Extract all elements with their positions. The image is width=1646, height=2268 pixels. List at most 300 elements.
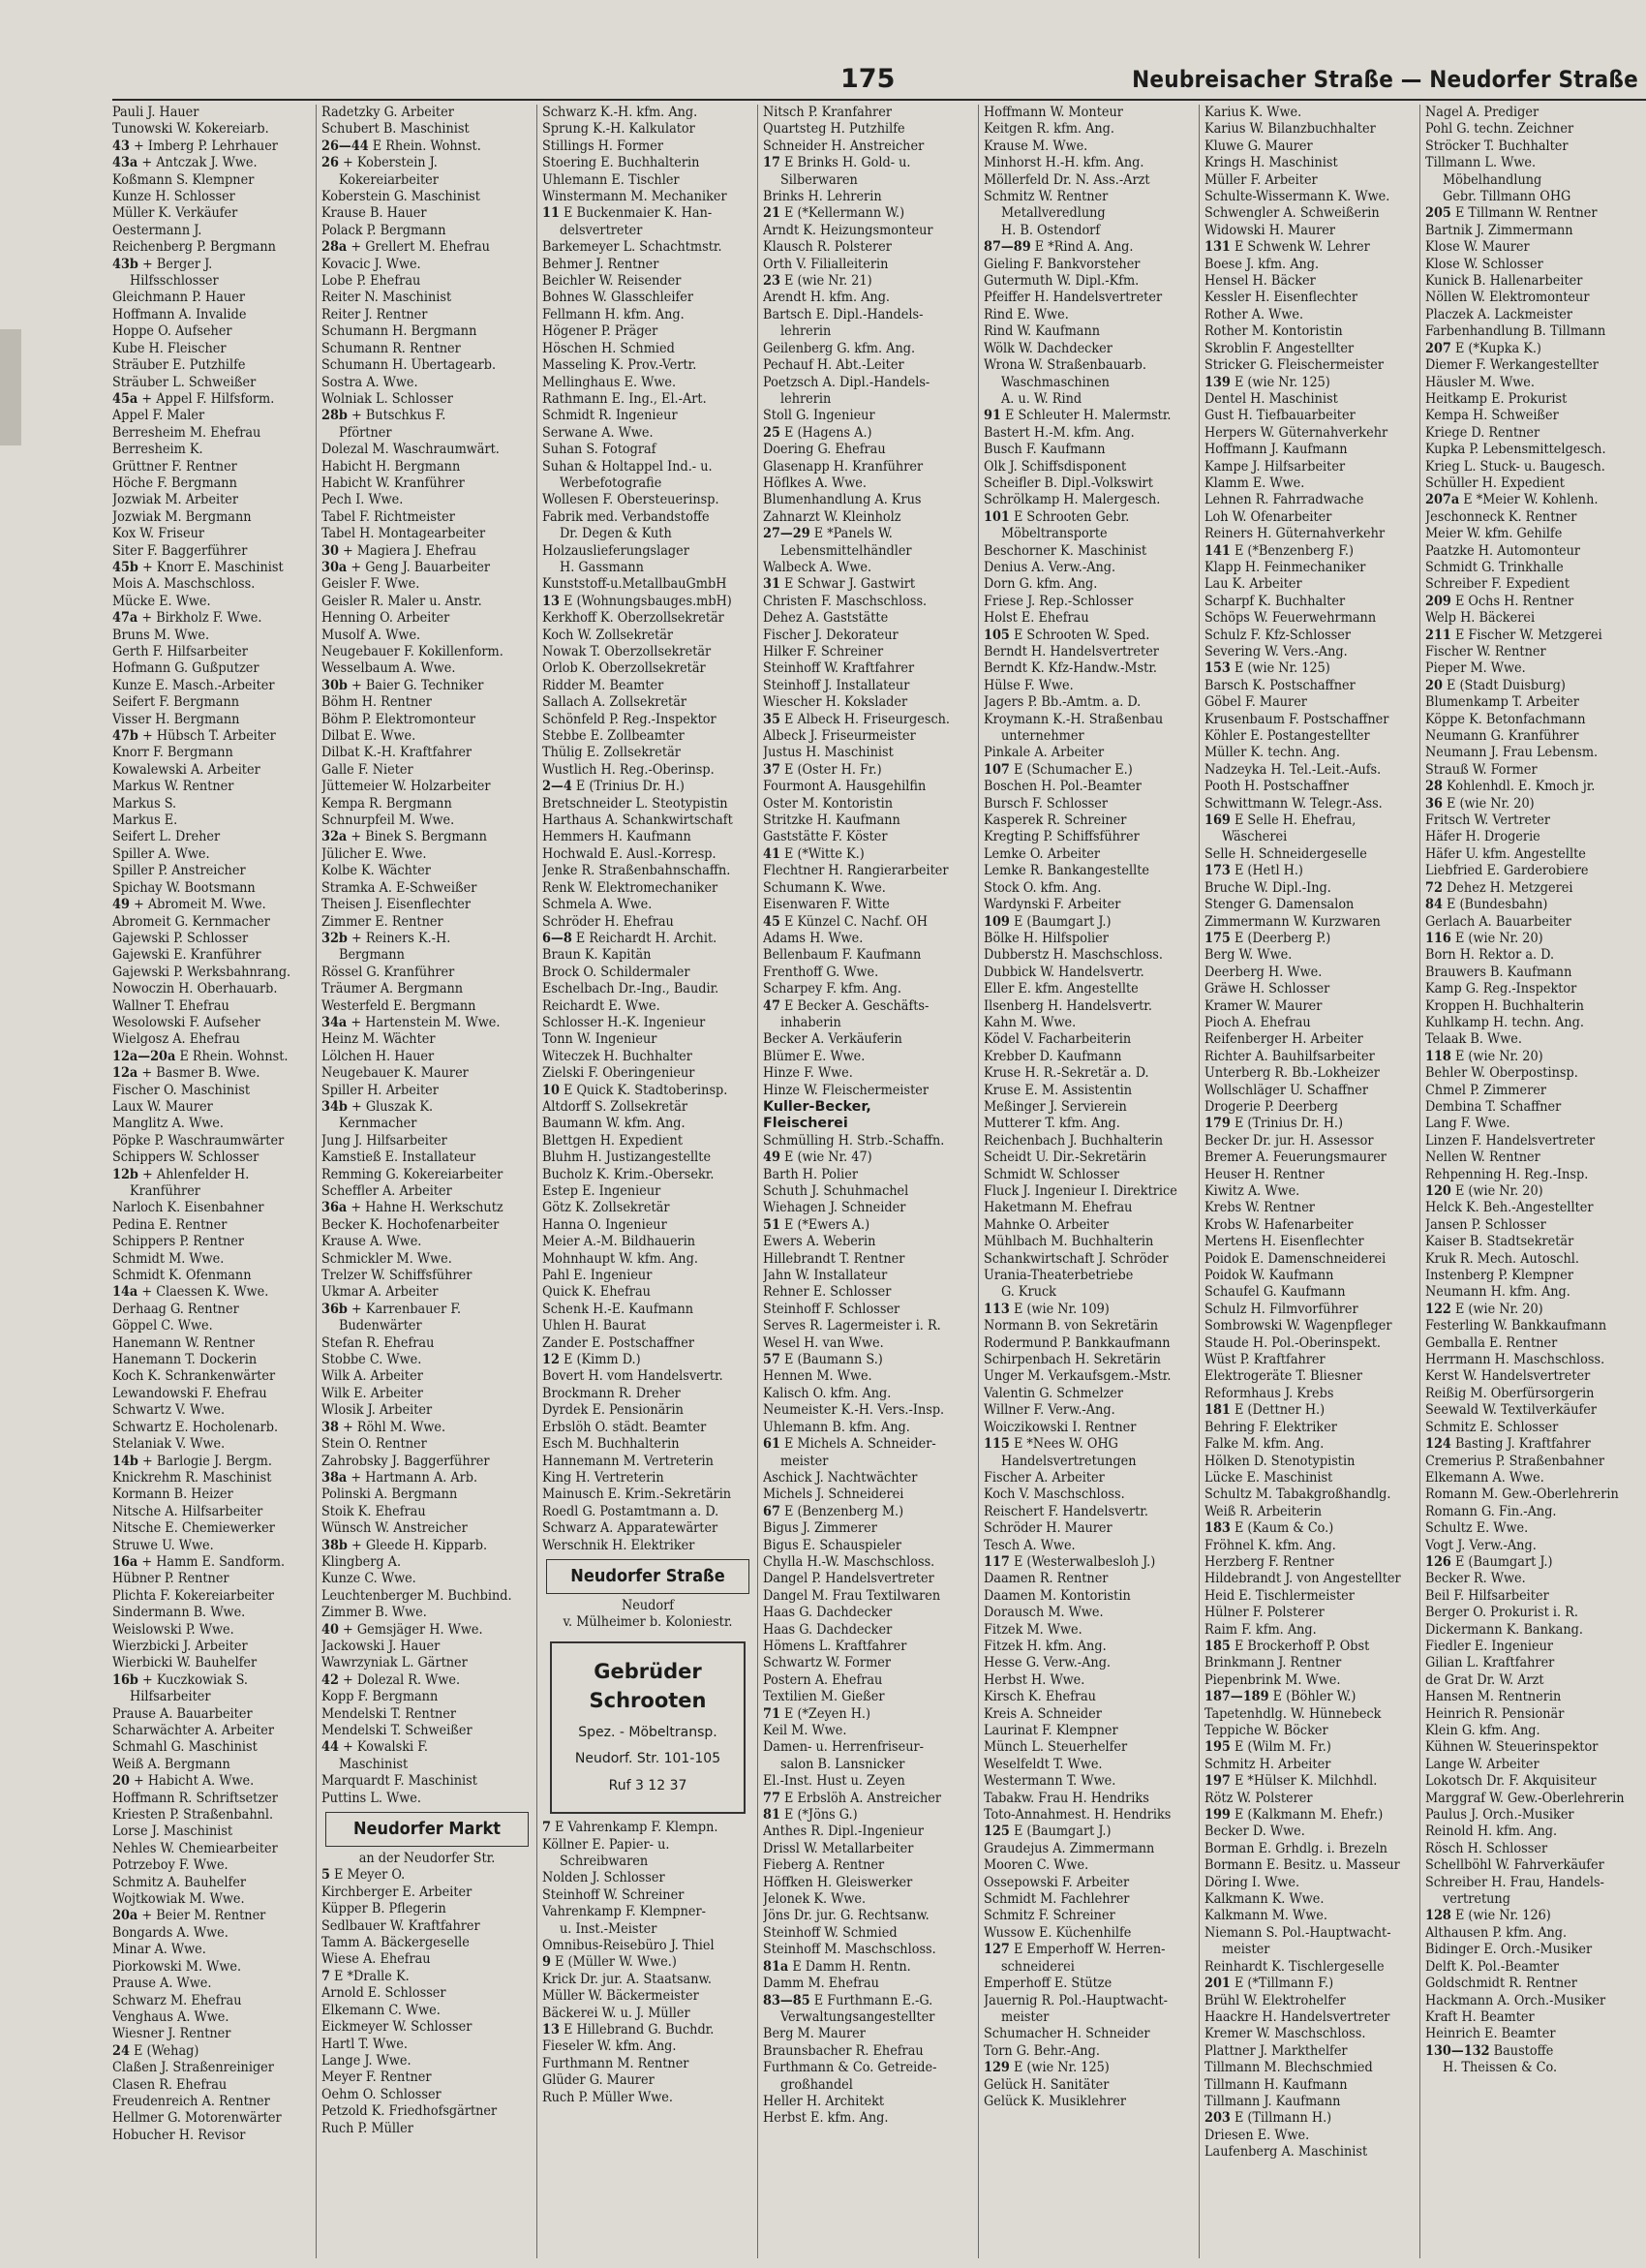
directory-entry — [321, 1723, 533, 1739]
directory-entry — [1425, 694, 1642, 711]
directory-entry — [542, 357, 753, 374]
entry-text: Gerth F. Hilfsarbeiter — [112, 644, 248, 659]
house-number: 185 — [1204, 1638, 1231, 1654]
directory-entry — [984, 947, 1195, 964]
house-number: 173 — [1204, 863, 1231, 879]
entry-text: Unger M. Verkaufsgem.-Mstr. — [984, 1368, 1172, 1385]
directory-entry — [1425, 1824, 1642, 1840]
directory-entry — [1204, 1554, 1416, 1571]
entry-text: Lobe P. Ehefrau — [321, 273, 421, 290]
directory-entry — [321, 931, 533, 947]
directory-entry — [1425, 307, 1642, 323]
directory-entry — [1425, 1402, 1642, 1419]
entry-text: Wojtkowiak M. Wwe. — [112, 1891, 245, 1908]
entry-text: Kempa R. Bergmann — [321, 795, 452, 812]
entry-text: Nowak T. Oberzollsekretär — [542, 644, 712, 659]
entry-text: Neugebauer F. Kokillenform. — [321, 644, 503, 659]
entry-text: Bongards A. Wwe. — [112, 1924, 229, 1941]
entry-text: Pieper M. Wwe. — [1425, 660, 1526, 677]
entry-text: E Hillebrand G. Buchdr. — [564, 2022, 715, 2038]
directory-entry — [1425, 1486, 1642, 1503]
directory-entry — [1425, 1739, 1642, 1756]
entry-text: Steinhoff M. Maschschloss. — [763, 1942, 936, 1958]
directory-entry — [112, 1588, 312, 1605]
entry-text: Mahnke O. Arbeiter — [984, 1216, 1110, 1233]
entry-text: E Brinks H. Gold- u. — [784, 155, 911, 171]
entry-text: Barsch K. Postschaffner — [1204, 677, 1356, 693]
entry-text: E Schrooten Gebr. — [1013, 508, 1130, 525]
house-number: 45a — [112, 390, 138, 407]
directory-entry — [763, 1436, 974, 1453]
directory-entry — [112, 931, 312, 947]
directory-entry — [1204, 357, 1416, 374]
entry-text: Kreis A. Schneider — [984, 1705, 1102, 1722]
entry-text: + Beier M. Rentner — [141, 1908, 266, 1924]
directory-entry — [763, 1773, 974, 1790]
directory-entry — [542, 762, 753, 779]
house-number: 47b — [112, 728, 138, 745]
entry-text: Hölken D. Stenotypistin — [1204, 1453, 1356, 1469]
directory-entry — [112, 323, 312, 340]
directory-entry — [1204, 155, 1416, 171]
entry-text: Delft K. Pol.-Beamter — [1425, 1958, 1560, 1975]
directory-entry — [112, 2110, 312, 2127]
entry-text: Mohnhaupt W. kfm. Ang. — [542, 1250, 698, 1267]
entry-text: Jeschonneck K. Rentner — [1425, 508, 1577, 525]
entry-text: E (Baumgart J.) — [1013, 1824, 1112, 1840]
directory-entry — [542, 1988, 753, 2005]
entry-text: Jenke R. Straßenbahnschaffn. — [542, 863, 731, 879]
directory-entry — [1204, 846, 1416, 863]
entry-text: Ruch P. Müller — [321, 2120, 413, 2136]
house-number: 153 — [1204, 660, 1231, 677]
directory-entry — [1204, 1993, 1416, 2009]
directory-entry — [763, 1739, 974, 1756]
directory-entry — [542, 947, 753, 964]
directory-entry — [321, 2121, 533, 2137]
entry-text: Klingberg A. — [321, 1553, 402, 1570]
house-number: 25 — [763, 424, 780, 441]
directory-entry — [763, 1049, 974, 1065]
directory-entry — [1204, 138, 1416, 155]
entry-text: Manglitz A. Wwe. — [112, 1116, 224, 1132]
entry-text: Nellen W. Rentner — [1425, 1149, 1540, 1166]
entry-text: Siter F. Baggerführer — [112, 542, 248, 559]
entry-text: Berndt K. Kfz-Handw.-Mstr. — [984, 660, 1157, 677]
entry-text: E Michels A. Schneider- — [784, 1436, 936, 1453]
directory-entry — [321, 223, 533, 239]
entry-text: Fieseler W. kfm. Ang. — [542, 2038, 677, 2055]
entry-text: Vogt J. Verw.-Ang. — [1425, 1537, 1537, 1553]
directory-entry — [1204, 2077, 1416, 2094]
directory-entry — [1425, 745, 1642, 761]
entry-text: Reichardt E. Wwe. — [542, 997, 660, 1014]
house-number: 40 — [321, 1621, 339, 1638]
entry-text: Lange W. Arbeiter — [1425, 1756, 1539, 1772]
directory-entry — [321, 1217, 533, 1234]
entry-text: Hinze W. Fleischermeister — [763, 1082, 930, 1098]
entry-text: Tillmann H. Kaufmann — [1204, 2076, 1348, 2093]
directory-entry — [542, 341, 753, 357]
directory-entry — [542, 1904, 753, 1920]
directory-entry — [763, 526, 974, 542]
directory-entry — [321, 1335, 533, 1352]
entry-text: Valentin G. Schmelzer — [984, 1385, 1123, 1401]
entry-text: Kriege D. Rentner — [1425, 424, 1540, 441]
entry-text: Schwarz M. Ehefrau — [112, 1992, 242, 2008]
directory-entry — [1204, 897, 1416, 913]
directory-entry — [1204, 1757, 1416, 1773]
entry-text: Christen F. Maschschloss. — [763, 593, 928, 609]
entry-text: Kregting P. Schiffsführer — [984, 829, 1140, 845]
entry-text: E Tillmann W. Rentner — [1454, 205, 1598, 222]
directory-entry — [112, 1015, 312, 1031]
entry-text: Graudejus A. Zimmermann — [984, 1840, 1155, 1856]
entry-text: Rother A. Wwe. — [1204, 306, 1304, 322]
directory-entry — [763, 1099, 974, 1116]
directory-entry — [321, 1554, 533, 1571]
directory-entry — [542, 1284, 753, 1301]
entry-text: Pech I. Wwe. — [321, 492, 404, 508]
directory-entry — [1425, 391, 1642, 408]
directory-entry — [763, 1942, 974, 1958]
entry-text: Markus W. Rentner — [112, 779, 234, 795]
directory-entry — [112, 1116, 312, 1132]
entry-text: E Erbslöh A. Anstreicher — [784, 1790, 941, 1806]
entry-text: Geilenberg G. kfm. Ang. — [763, 340, 916, 356]
entry-text: Dolezal M. Waschraumwärt. — [321, 442, 500, 458]
directory-entry — [542, 2056, 753, 2072]
directory-entry — [112, 1571, 312, 1587]
entry-text: + Binek S. Bergmann — [351, 829, 487, 845]
directory-entry — [1425, 1655, 1642, 1671]
directory-entry — [984, 1875, 1195, 1891]
directory-entry — [984, 1554, 1195, 1571]
house-number: 32a — [321, 829, 348, 845]
directory-entry — [763, 357, 974, 374]
entry-text: Wollesen F. Obersteuerinsp. — [542, 492, 719, 508]
directory-entry — [112, 644, 312, 660]
entry-text: Richter A. Bauhilfsarbeiter — [1204, 1048, 1375, 1064]
directory-entry — [1204, 1791, 1416, 1807]
directory-entry — [984, 1571, 1195, 1587]
directory-entry — [984, 628, 1195, 644]
entry-text: Müller W. Bäckermeister — [542, 1988, 699, 2005]
directory-entry — [542, 1015, 753, 1031]
entry-text: Schlosser H.-K. Ingenieur — [542, 1014, 706, 1030]
house-number: 20 — [1425, 677, 1443, 693]
directory-entry — [321, 1302, 533, 1318]
house-number: 5 — [321, 1867, 330, 1884]
entry-text: Kube H. Fleischer — [112, 340, 227, 356]
entry-text: E (Kaum & Co.) — [1234, 1520, 1334, 1537]
entry-text: Sindermann B. Wwe. — [112, 1605, 246, 1621]
directory-entry — [112, 1099, 312, 1116]
directory-entry — [763, 1672, 974, 1689]
directory-entry — [1425, 1841, 1642, 1857]
house-number: 169 — [1204, 812, 1231, 829]
directory-entry — [763, 1234, 974, 1250]
entry-text: Barkemeyer L. Schachtmstr. — [542, 239, 722, 256]
street-heading: Neudorfer Markt — [325, 1812, 529, 1847]
entry-text: Mellinghaus E. Wwe. — [542, 374, 677, 390]
entry-text: Pioch A. Ehefrau — [1204, 1014, 1311, 1030]
entry-text: Kunze H. Schlosser — [112, 189, 235, 205]
directory-entry — [984, 1959, 1195, 1976]
entry-text: Theisen J. Eisenflechter — [321, 897, 471, 913]
directory-entry — [763, 947, 974, 964]
directory-entry — [763, 1908, 974, 1924]
directory-entry — [763, 1116, 974, 1132]
entry-text: Wesel H. van Wwe. — [763, 1334, 884, 1351]
directory-entry — [321, 1234, 533, 1250]
directory-entry — [763, 678, 974, 694]
directory-entry — [1204, 1520, 1416, 1537]
directory-entry — [984, 1268, 1195, 1284]
entry-text: Telaak B. Wwe. — [1425, 1031, 1522, 1048]
house-number: 203 — [1204, 2110, 1231, 2127]
directory-entry — [763, 610, 974, 627]
entry-text: E Schwar J. Gastwirt — [784, 576, 916, 593]
entry-text: Denius A. Verw.-Ang. — [984, 559, 1116, 575]
entry-text: Behler W. Oberpostinsp. — [1425, 1065, 1578, 1082]
directory-entry — [542, 863, 753, 879]
directory-entry — [984, 1352, 1195, 1368]
house-number: 195 — [1204, 1739, 1231, 1756]
entry-text: Leuchtenberger M. Buchbind. — [321, 1587, 512, 1604]
directory-entry — [1425, 1420, 1642, 1436]
entry-text: Elektrogeräte T. Bliesner — [1204, 1368, 1363, 1385]
entry-text: u. Inst.-Meister — [560, 1920, 657, 1937]
entry-text: Kunick B. Hallenarbeiter — [1425, 273, 1583, 290]
entry-text: Becker A. Verkäuferin — [763, 1031, 902, 1048]
directory-entry — [112, 1891, 312, 1908]
directory-entry — [1425, 1386, 1642, 1402]
entry-text: E (wie Nr. 109) — [1013, 1301, 1110, 1317]
entry-text: + Ahlenfelder H. — [141, 1166, 250, 1182]
entry-text: Wardynski F. Arbeiter — [984, 897, 1121, 913]
directory-entry — [321, 1065, 533, 1082]
house-number: 24 — [112, 2042, 130, 2059]
entry-text: Jauernig R. Pol.-Hauptwacht- — [984, 1992, 1169, 2008]
entry-text: Nagel A. Prediger — [1425, 105, 1539, 120]
entry-text: Scheifler B. Dipl.-Volkswirt — [984, 475, 1153, 491]
directory-entry — [1425, 728, 1642, 745]
directory-entry — [763, 694, 974, 711]
entry-text: Dickermann K. Bankang. — [1425, 1621, 1583, 1638]
house-number: 32b — [321, 930, 348, 946]
directory-entry — [763, 1639, 974, 1655]
entry-text: Kohlenhdl. E. Kmoch jr. — [1447, 779, 1596, 795]
entry-text: Daamen R. Rentner — [984, 1571, 1109, 1587]
entry-text: E (*Tillmann F.) — [1234, 1976, 1334, 1992]
entry-text: Schultz M. Tabakgroßhandlg. — [1204, 1486, 1391, 1503]
directory-entry — [542, 1335, 753, 1352]
directory-entry — [1204, 1149, 1416, 1166]
entry-text: Polinski A. Bergmann — [321, 1486, 458, 1503]
entry-text: Beil F. Hilfsarbeiter — [1425, 1587, 1549, 1604]
directory-entry — [1204, 2128, 1416, 2144]
directory-entry — [542, 880, 753, 897]
entry-text: Kormann B. Heizer — [112, 1486, 233, 1503]
directory-entry — [1425, 239, 1642, 256]
entry-text: Stramka A. E-Schweißer — [321, 879, 477, 896]
directory-entry — [112, 880, 312, 897]
entry-text: Tamm A. Bäckergeselle — [321, 1935, 470, 1951]
directory-entry — [112, 239, 312, 256]
house-number: 16b — [112, 1671, 138, 1688]
entry-text: Wawrzyniak L. Gärtner — [321, 1655, 468, 1671]
house-number: 30b — [321, 677, 348, 693]
directory-entry — [763, 425, 974, 442]
directory-entry — [984, 998, 1195, 1015]
entry-text: Neumann H. kfm. Ang. — [1425, 1284, 1570, 1301]
house-number: 35 — [763, 711, 780, 727]
house-number: 36 — [1425, 795, 1443, 812]
directory-entry — [321, 475, 533, 492]
entry-text: E Rhein. Wohnst. — [372, 138, 481, 154]
entry-text: Loh W. Ofenarbeiter — [1204, 508, 1332, 525]
directory-entry — [984, 1065, 1195, 1082]
entry-text: Wilk E. Arbeiter — [321, 1385, 423, 1401]
entry-text: E Rhein. Wohnst. — [179, 1048, 289, 1064]
entry-text: Schmitz H. Arbeiter — [1204, 1756, 1331, 1772]
directory-entry — [112, 660, 312, 677]
house-number: 12 — [542, 1352, 560, 1368]
directory-entry — [1425, 526, 1642, 542]
entry-text: Haas G. Dachdecker — [763, 1621, 893, 1638]
directory-entry — [1204, 2026, 1416, 2042]
house-number: 34b — [321, 1098, 348, 1115]
directory-entry — [984, 796, 1195, 812]
directory-entry — [1425, 475, 1642, 492]
directory-entry — [542, 779, 753, 795]
directory-entry — [542, 560, 753, 576]
directory-entry — [984, 712, 1195, 728]
directory-entry — [1425, 2060, 1642, 2076]
entry-text: Götz K. Zollsekretär — [542, 1200, 670, 1216]
directory-entry — [112, 846, 312, 863]
entry-text: Ruch P. Müller Wwe. — [542, 2089, 673, 2105]
directory-entry — [321, 2019, 533, 2036]
entry-text: unternehmer — [1001, 728, 1084, 745]
house-number: 30a — [321, 559, 348, 575]
directory-entry — [321, 1149, 533, 1166]
directory-entry — [112, 796, 312, 812]
entry-text: Wrona W. Straßenbauarb. — [984, 357, 1146, 374]
directory-entry — [112, 1386, 312, 1402]
directory-entry — [542, 1921, 753, 1938]
directory-entry — [542, 475, 753, 492]
house-number: 38a — [321, 1469, 348, 1486]
directory-entry — [984, 1284, 1195, 1301]
directory-entry — [984, 1791, 1195, 1807]
entry-text: Mutterer T. kfm. Ang. — [984, 1116, 1120, 1132]
directory-entry — [321, 1706, 533, 1723]
directory-entry — [984, 475, 1195, 492]
house-number: 41 — [763, 845, 780, 862]
directory-entry — [1204, 1807, 1416, 1824]
house-number: 209 — [1425, 593, 1451, 609]
directory-entry — [1204, 1588, 1416, 1605]
entry-text: E (wie Nr. 21) — [784, 273, 872, 290]
directory-entry — [321, 1791, 533, 1807]
directory-entry — [763, 1824, 974, 1840]
entry-text: Textilien M. Gießer — [763, 1689, 885, 1705]
entry-text: Brinks H. Lehrerin — [763, 189, 882, 205]
entry-text: Dr. Degen & Kuth — [560, 526, 672, 542]
entry-text: Boese J. kfm. Ang. — [1204, 256, 1320, 272]
entry-text: Seewald W. Textilverkäufer — [1425, 1402, 1598, 1419]
entry-text: Schmidt K. Ofenmann — [112, 1268, 252, 1284]
entry-text: Kerkhoff K. Oberzollsekretär — [542, 610, 724, 627]
directory-entry — [1204, 257, 1416, 273]
entry-text: E (Hagens A.) — [784, 424, 872, 441]
entry-text: Gutermuth W. Dipl.-Kfm. — [984, 273, 1140, 290]
directory-entry — [984, 1368, 1195, 1385]
directory-entry — [1204, 628, 1416, 644]
directory-entry — [1204, 391, 1416, 408]
entry-text: Gajewski P. Schlosser — [112, 930, 249, 946]
directory-entry — [1204, 425, 1416, 442]
entry-text: Drogerie P. Deerberg — [1204, 1098, 1338, 1115]
directory-entry — [763, 897, 974, 913]
house-number: 197 — [1204, 1773, 1231, 1790]
directory-entry — [984, 897, 1195, 913]
directory-entry — [542, 1183, 753, 1200]
entry-text: Festerling W. Bankkaufmann — [1425, 1318, 1607, 1334]
directory-entry — [1425, 1875, 1642, 1891]
directory-entry — [984, 526, 1195, 542]
directory-entry — [1425, 914, 1642, 931]
entry-text: Radetzky G. Arbeiter — [321, 105, 454, 120]
directory-entry — [1425, 2043, 1642, 2060]
entry-text: lehrerin — [780, 390, 832, 407]
entry-text: + Knorr E. Maschinist — [141, 559, 284, 575]
entry-text: Romann M. Gew.-Oberlehrerin — [1425, 1486, 1619, 1503]
column-5 — [984, 105, 1195, 2258]
entry-text: Widowski H. Maurer — [1204, 222, 1336, 238]
directory-entry — [984, 290, 1195, 306]
entry-text: Kalkmann M. Wwe. — [1204, 1908, 1327, 1924]
entry-text: Meier W. kfm. Gehilfe — [1425, 526, 1563, 542]
directory-entry — [112, 829, 312, 845]
entry-text: meister — [1001, 2008, 1050, 2025]
entry-text: Blümer E. Wwe. — [763, 1048, 866, 1064]
entry-text: Nitsch P. Kranfahrer — [763, 105, 892, 120]
entry-text: Kernmacher — [339, 1116, 417, 1132]
entry-text: Schulz H. Filmvorführer — [1204, 1301, 1358, 1317]
entry-text: Klose W. Schlosser — [1425, 256, 1543, 272]
directory-entry — [112, 357, 312, 374]
directory-entry — [1425, 1116, 1642, 1132]
entry-text: Bellenbaum F. Kaufmann — [763, 947, 922, 964]
directory-entry — [984, 678, 1195, 694]
column-divider — [757, 105, 758, 2258]
directory-entry — [1425, 846, 1642, 863]
entry-text: Barth H. Polier — [763, 1166, 858, 1182]
directory-entry — [112, 2077, 312, 2094]
directory-entry — [1425, 357, 1642, 374]
directory-entry — [112, 1504, 312, 1520]
directory-entry — [1425, 1622, 1642, 1639]
directory-entry — [112, 475, 312, 492]
entry-text: Herpers W. Güternahverkehr — [1204, 424, 1388, 441]
directory-entry — [321, 880, 533, 897]
house-number: 128 — [1425, 1908, 1451, 1924]
entry-text: Oestermann J. — [112, 222, 202, 238]
entry-text: E *Nees W. OHG — [1013, 1436, 1118, 1453]
